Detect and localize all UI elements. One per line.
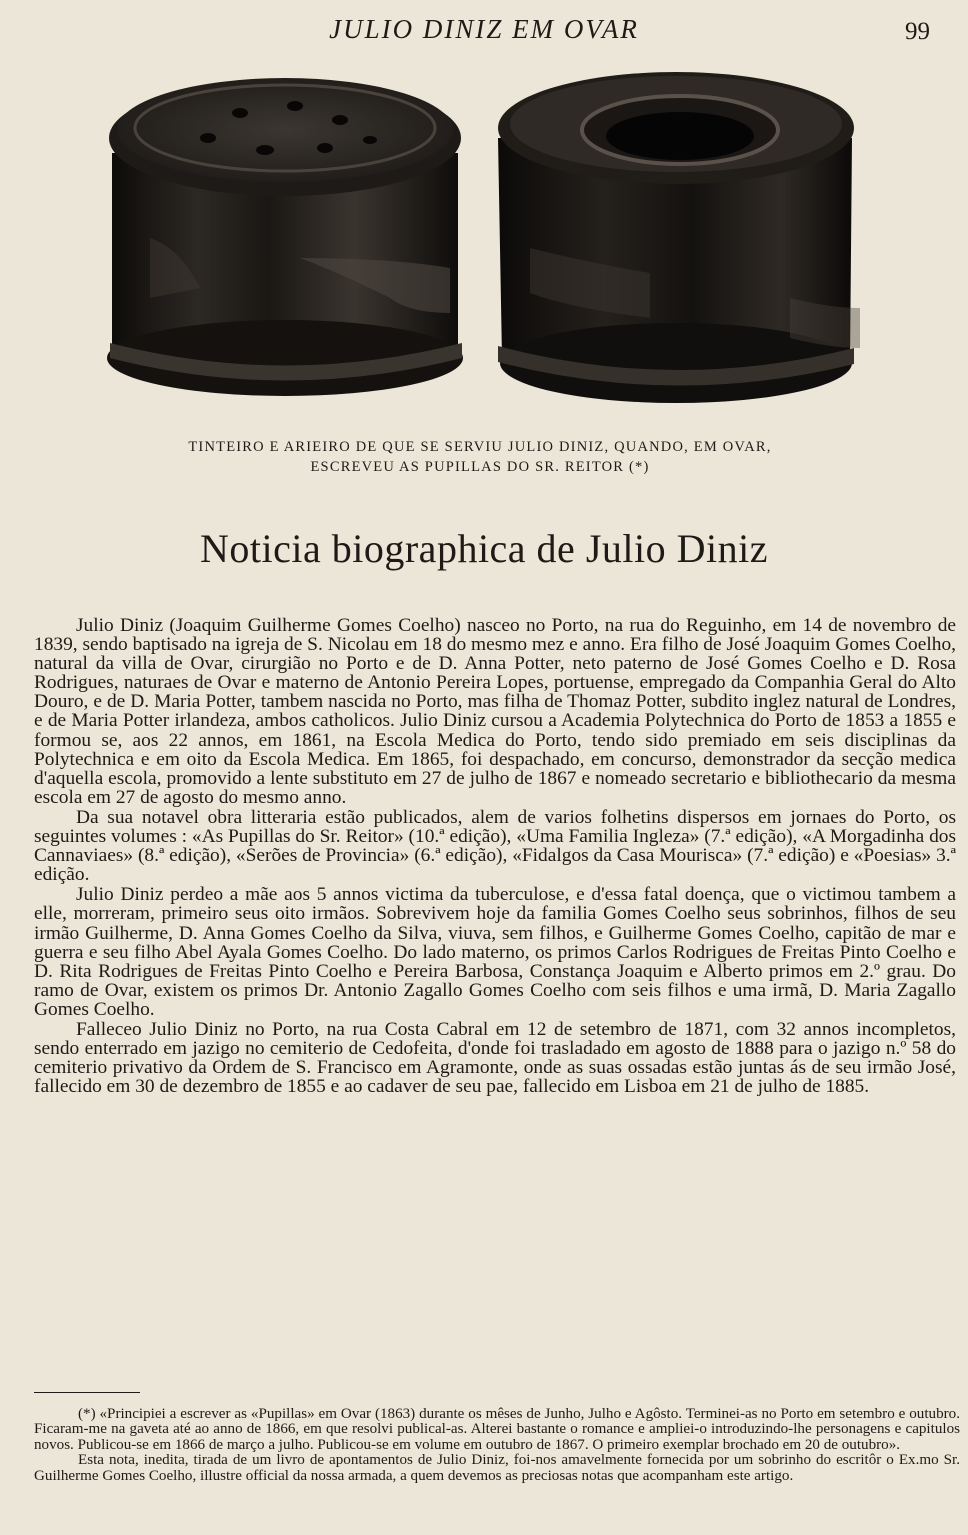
- footnotes: [34, 1407, 960, 1484]
- sandbox-object: [107, 78, 463, 396]
- caption-line: ESCREVEU AS PUPILLAS DO SR. REITOR (*): [310, 459, 650, 475]
- article-body: [34, 616, 956, 1097]
- inkwell-object: [498, 72, 860, 403]
- footnote: Esta nota, inedita, tirada de um livro de apontamentos de Julio Diniz, foi-nos amavelmente fornecida por um sobrinho do escritôr o Ex.mo Sr. Guilherme Gomes Coelho, illustre official da nossa armada, a quem devemos as preciosas notas que acompanham este artigo.: [34, 1452, 960, 1484]
- paragraph: Julio Diniz (Joaquim Guilherme Gomes Coelho) nasceo no Porto, na rua do Reguinho, em 14 de novembro de 1839, sendo baptisado na igreja de S. Nicolau em 18 do mesmo mez e anno. Era filho de José Joaquim Gomes Coelho, natural da villa de Ovar, cirurgião no Porto e de D. Anna Potter, neto paterno de José Gomes Coelho e D. Rosa Rodrigues, naturaes de Ovar e materno de Antonio Pereira Lopes, portuense, empregado da Companhia Geral do Alto Douro, e de D. Maria Potter, tambem nascida no Porto, mas filha de Thomaz Potter, subdito inglez natural de Londres, e de Maria Potter irlandeza, ambos catholicos. Julio Diniz cursou a Academia Polytechnica do Porto de 1853 a 1855 e formou se, aos 22 annos, em 1861, na Escola Medica do Porto, tendo sido premiado em seis disciplinas da Polytechnica e em oito da Escola Medica. Em 1865, foi despachado, em concurso, demonstrador da secção medica d'aquella escola, promovido a lente substituto em 27 de julho de 1867 e nomeado secretario e bibliothecario da mesma escola em 27 de agosto do mesmo anno.: [34, 615, 956, 808]
- article-title: Noticia biographica de Julio Diniz: [200, 526, 768, 571]
- caption-line: TINTEIRO E ARIEIRO DE QUE SE SERVIU JULIO DINIZ, QUANDO, EM OVAR,: [188, 439, 772, 455]
- running-head: [0, 14, 968, 48]
- running-title: JULIO DINIZ EM OVAR: [329, 14, 639, 44]
- footnote-divider: [34, 1392, 140, 1393]
- inkwell-sandbox-photo: [90, 58, 880, 438]
- paragraph: Julio Diniz perdeo a mãe aos 5 annos victima da tuberculose, e d'essa fatal doença, que o victimou tambem a elle, morreram, primeiro seus oito irmãos. Sobrevivem hoje da familia Gomes Coelho seus sobrinhos, filhos de seu irmão Guilherme, D. Anna Gomes Coelho da Silva, viuva, sem filhos, e Guilherme Gomes Coelho, capitão de mar e guerra e seu filho Abel Ayala Gomes Coelho. Do lado materno, os primos Carlos Rodrigues de Freitas Pinto Coelho e D. Rita Rodrigues de Freitas Pinto Coelho e Pereira Barbosa, Constança Joaquim e Alberto primos em 2.º grau. Do ramo de Ovar, existem os primos Dr. Antonio Zagallo Gomes Coelho com seis filhos e uma irmã, D. Maria Zagallo Gomes Coelho.: [34, 884, 956, 1020]
- page-number: 99: [905, 18, 930, 45]
- paragraph: Da sua notavel obra litteraria estão publicados, alem de varios folhetins dispersos em jornaes do Porto, os seguintes volumes : «As Pupillas do Sr. Reitor» (10.ª edição), «Uma Familia Ingleza» (7.ª edição), «A Morgadinha dos Cannaviaes» (8.ª edição), «Serões de Provincia» (6.ª edição), «Fidalgos da Casa Mourisca» (7.ª edição) e «Poesias» 3.ª edição.: [34, 806, 956, 886]
- figure-caption: [120, 437, 840, 477]
- paragraph: Falleceo Julio Diniz no Porto, na rua Costa Cabral em 12 de setembro de 1871, com 32 annos incompletos, sendo enterrado em jazigo no cemiterio de Cedofeita, d'onde foi trasladado em agosto de 1888 para o jazigo n.º 58 do cemiterio privativo da Ordem de S. Francisco em Agramonte, onde as suas ossadas estão juntas ás de seu irmão José, fallecido em 30 de dezembro de 1855 e ao cadaver de seu pae, fallecido em Lisboa em 21 de julho de 1885.: [34, 1018, 956, 1098]
- footnote: (*) «Principiei a escrever as «Pupillas» em Ovar (1863) durante os mêses de Junho, Julho e Agôsto. Terminei-as no Porto em setembro e outubro. Ficaram-me na gaveta até ao anno de 1866, em que resolvi publical-as. Alterei bastante o romance e ampliei-o introduzindo-lhe personagens e capitulos novos. Publicou-se em 1866 de março a julho. Publicou-se em volume em outubro de 1867. O primeiro exemplar brochado em 20 de outubro».: [34, 1406, 960, 1453]
